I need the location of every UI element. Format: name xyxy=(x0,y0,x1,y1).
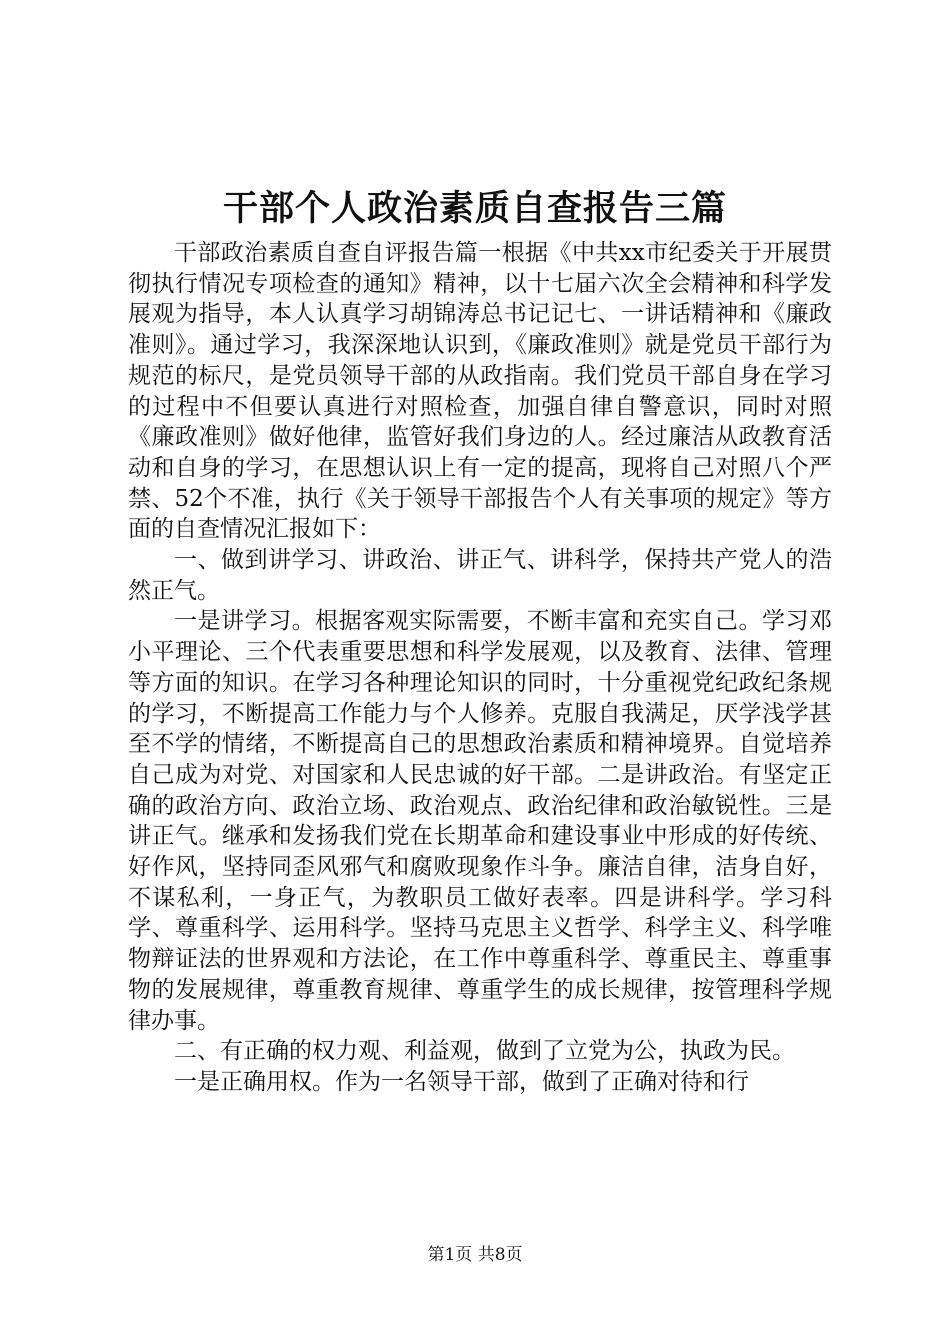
paragraph-intro: 干部政治素质自查自评报告篇一根据《中共xx市纪委关于开展贯彻执行情况专项检查的通知》精神，以十七届六次全会精神和科学发展观为指导，本人认真学习胡锦涛总书记记七、一讲话精神和《廉政准则》。通过学习，我深深地认识到，《廉政准则》就是党员干部行为规范的标尺，是党员领导干部的从政指南。我们党员干部自身在学习的过程中不但要认真进行对照检查，加强自律自警意识，同时对照《廉政准则》做好他律，监管好我们身边的人。经过廉洁从政教育活动和自身的学习，在思想认识上有一定的提高，现将自己对照八个严禁、52个不准，执行《关于领导干部报告个人有关事项的规定》等方面的自查情况汇报如下： xyxy=(128,240,832,543)
document-body xyxy=(128,238,832,1098)
page-footer: 第1页 共8页 xyxy=(427,1245,523,1265)
paragraph-section-two-body: 一是正确用权。作为一名领导干部，做到了正确对待和行 xyxy=(174,1068,749,1095)
document-title: 干部个人政治素质自查报告三篇 xyxy=(222,188,727,229)
paragraph-section-two-heading: 二、有正确的权力观、利益观，做到了立党为公，执政为民。 xyxy=(174,1038,795,1065)
paragraph-section-one-heading: 一、做到讲学习、讲政治、讲正气、讲科学，保持共产党人的浩然正气。 xyxy=(128,547,832,604)
paragraph-section-one-body: 一是讲学习。根据客观实际需要，不断丰富和充实自己。学习邓小平理论、三个代表重要思想和科学发展观，以及教育、法律、管理等方面的知识。在学习各种理论知识的同时，十分重视党纪政纪条规的学习，不断提高工作能力与个人修养。克服自我满足，厌学浅学甚至不学的情绪，不断提高自己的思想政治素质和精神境界。自觉培养自己成为对党、对国家和人民忠诚的好干部。二是讲政治。有坚定正确的政治方向、政治立场、政治观点、政治纪律和政治敏锐性。三是讲正气。继承和发扬我们党在长期革命和建设事业中形成的好传统、好作风，坚持同歪风邪气和腐败现象作斗争。廉洁自律，洁身自好，不谋私利，一身正气，为教职员工做好表率。四是讲科学。学习科学、尊重科学、运用科学。坚持马克思主义哲学、科学主义、科学唯物辩证法的世界观和方法论，在工作中尊重科学、尊重民主、尊重事物的发展规律，尊重教育规律、尊重学生的成长规律，按管理科学规律办事。 xyxy=(128,608,832,1034)
